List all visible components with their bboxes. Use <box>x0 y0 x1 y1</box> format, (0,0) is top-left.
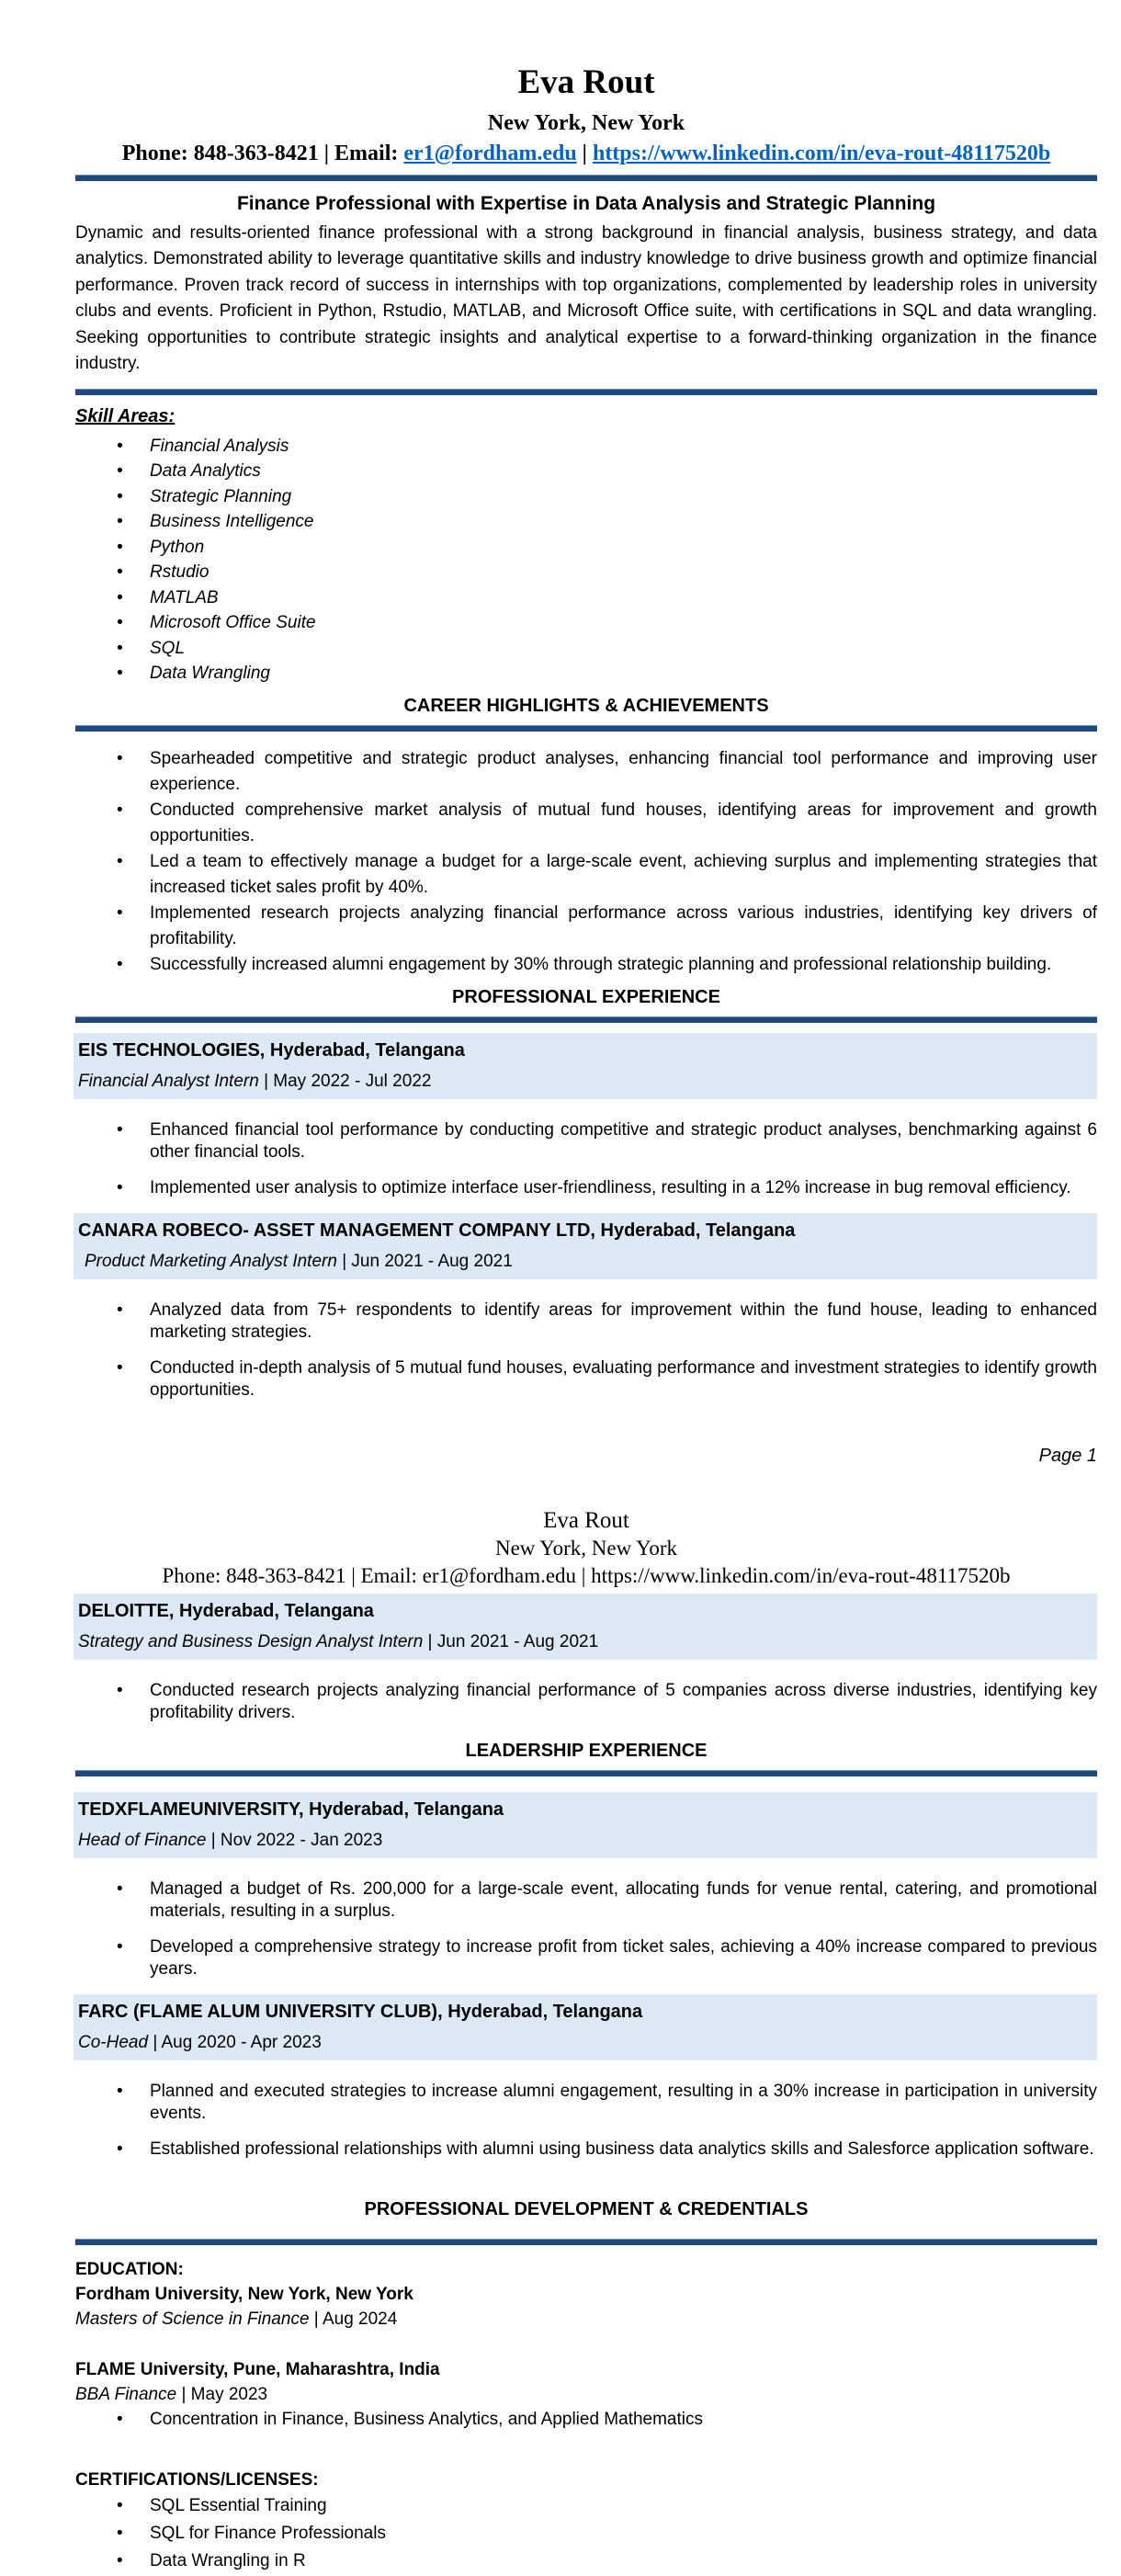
job-bullet-list <box>75 1878 1097 1980</box>
job-bullet-list <box>75 2081 1097 2161</box>
skill-item: • MATLAB <box>75 585 1097 611</box>
education-bullet-list <box>75 2407 1097 2433</box>
divider-rule-skills <box>75 389 1097 395</box>
resume-content <box>75 64 1097 2575</box>
education-school: FLAME University, Pune, Maharashtra, India <box>75 2359 440 2379</box>
section-heading-professional-experience: PROFESSIONAL EXPERIENCE <box>452 986 720 1007</box>
skill-item: • Microsoft Office Suite <box>75 610 1097 636</box>
divider-rule-leadership <box>75 1770 1097 1776</box>
job-title-line <box>78 1631 1092 1653</box>
education-bullet: • Concentration in Finance, Business Analytics, and Applied Mathematics <box>75 2407 1097 2433</box>
contact-separator: | <box>576 141 593 165</box>
divider-rule-development <box>75 2239 1097 2245</box>
job-bullet: • Analyzed data from 75+ respondents to identify areas for improvement within the fund house, leading to enhanced marketing strategies. <box>75 1299 1097 1344</box>
certification-item: • SQL Essential Training <box>75 2492 1097 2520</box>
job-title-line <box>78 1071 1092 1093</box>
job-bullet: • Managed a budget of Rs. 200,000 for a large-scale event, allocating funds for venue rental, catering, and promotional materials, resulting in a surplus. <box>75 1878 1097 1923</box>
linkedin-link[interactable]: https://www.linkedin.com/in/eva-rout-48117520b <box>592 141 1051 165</box>
job-bullet: • Conducted research projects analyzing financial performance of 5 companies across diverse industries, identifying key profitability drivers. <box>75 1680 1097 1724</box>
highlight-item: • Spearheaded competitive and strategic product analyses, enhancing financial tool performance and improving user experience. <box>75 746 1097 798</box>
certification-item: • Data Wrangling in R <box>75 2548 1097 2575</box>
skill-item: • Data Analytics <box>75 459 1097 484</box>
job-bullet: • Developed a comprehensive strategy to increase profit from ticket sales, achieving a 40% increase compared to previous years. <box>75 1936 1097 1980</box>
job-header-eis <box>74 1033 1097 1099</box>
education-block <box>75 2257 1097 2575</box>
section-heading-career-highlights: CAREER HIGHLIGHTS & ACHIEVEMENTS <box>403 695 769 716</box>
job-title: Strategy and Business Design Analyst Intern <box>78 1631 424 1651</box>
skill-item: • Business Intelligence <box>75 509 1097 535</box>
highlight-item: • Conducted comprehensive market analysis of mutual fund houses, identifying areas for improvement and growth opportunities. <box>75 798 1097 849</box>
education-degree-line <box>75 2382 1097 2407</box>
education-label: EDUCATION: <box>75 2259 184 2279</box>
job-bullet-list <box>75 1680 1097 1724</box>
certifications-label: CERTIFICATIONS/LICENSES: <box>75 2469 319 2490</box>
skill-item: • SQL <box>75 636 1097 662</box>
divider-rule-career-highlights <box>75 725 1097 732</box>
job-dates: | Nov 2022 - Jan 2023 <box>206 1830 383 1850</box>
job-header-deloitte <box>74 1594 1097 1660</box>
contact-prefix: Phone: 848-363-8421 | Email: <box>121 141 404 165</box>
highlight-item: • Successfully increased alumni engagement by 30% through strategic planning and professional relationship building. <box>75 952 1097 978</box>
job-title: Financial Analyst Intern <box>78 1071 259 1091</box>
skill-item: • Rstudio <box>75 560 1097 585</box>
job-bullet-list <box>75 1119 1097 1199</box>
skill-item: • Python <box>75 535 1097 561</box>
section-heading-development: PROFESSIONAL DEVELOPMENT & CREDENTIALS <box>364 2198 809 2219</box>
spacer <box>75 2332 1097 2357</box>
job-title: Head of Finance <box>78 1830 207 1850</box>
resume-headline: Finance Professional with Expertise in Data Analysis and Strategic Planning <box>236 192 936 214</box>
job-company: DELOITTE, Hyderabad, Telangana <box>78 1600 374 1621</box>
candidate-name: Eva Rout <box>517 63 655 101</box>
job-header-tedx <box>74 1792 1097 1858</box>
skills-list <box>75 434 1097 687</box>
education-degree: Masters of Science in Finance <box>75 2309 310 2329</box>
divider-rule-professional-experience <box>75 1016 1097 1023</box>
page-number: Page 1 <box>1038 1445 1097 1466</box>
summary-paragraph: Dynamic and results-oriented finance professional with a strong background in financial analysis, business strategy, and data analytics. Demonstrated ability to leverage quantitative skills and industry knowledge to drive business growth and optimize financial performance. Proven track record of success in internships with top organizations, complemented by leadership roles in university clubs and events. Proficient in Python, Rstudio, MATLAB, and Microsoft Office suite, with certifications in SQL and data wrangling. Seeking opportunities to contribute strategic insights and analytical expertise to a forward-thinking organization in the finance industry. <box>75 222 1097 374</box>
education-dates: | May 2023 <box>176 2384 268 2404</box>
highlight-item: • Implemented research projects analyzing financial performance across various industries, identifying key drivers of profitability. <box>75 901 1097 952</box>
certification-item: • SQL for Finance Professionals <box>75 2520 1097 2548</box>
job-header-farc <box>74 1994 1097 2060</box>
job-title-line <box>78 1251 1092 1273</box>
job-dates: | Aug 2020 - Apr 2023 <box>148 2032 322 2052</box>
skill-item: • Financial Analysis <box>75 434 1097 460</box>
job-bullet: • Planned and executed strategies to increase alumni engagement, resulting in a 30% increase in participation in university events. <box>75 2081 1097 2125</box>
job-bullet: • Established professional relationships with alumni using business data analytics skills and Salesforce application software. <box>75 2139 1097 2161</box>
job-title-line <box>78 1830 1092 1852</box>
job-bullet: • Conducted in-depth analysis of 5 mutual fund houses, evaluating performance and investment strategies to identify growth opportunities. <box>75 1357 1097 1401</box>
skills-heading: Skill Areas: <box>75 405 176 426</box>
job-dates: | May 2022 - Jul 2022 <box>258 1071 432 1091</box>
education-dates: | Aug 2024 <box>309 2309 398 2329</box>
section-heading-leadership: LEADERSHIP EXPERIENCE <box>465 1740 708 1761</box>
job-company: CANARA ROBECO- ASSET MANAGEMENT COMPANY LTD, Hyderabad, Telangana <box>78 1220 796 1241</box>
highlight-item: • Led a team to effectively manage a budget for a large-scale event, achieving surplus and implementing strategies that increased ticket sales profit by 40%. <box>75 849 1097 901</box>
certifications-list <box>75 2492 1097 2575</box>
education-degree: BBA Finance <box>75 2384 177 2404</box>
job-company: EIS TECHNOLOGIES, Hyderabad, Telangana <box>78 1039 465 1061</box>
candidate-location: New York, New York <box>487 110 685 135</box>
contact-line <box>75 142 1097 166</box>
job-title: Product Marketing Analyst Intern <box>85 1251 337 1271</box>
job-title: Co-Head <box>78 2032 149 2052</box>
email-link[interactable]: er1@fordham.edu <box>403 141 577 165</box>
education-school: Fordham University, New York, New York <box>75 2284 413 2304</box>
career-highlights-list <box>75 746 1097 978</box>
skill-item: • Strategic Planning <box>75 484 1097 510</box>
candidate-location-page2: New York, New York <box>494 1536 678 1560</box>
candidate-name-page2: Eva Rout <box>543 1507 629 1533</box>
job-bullet: • Enhanced financial tool performance by conducting competitive and strategic product analyses, benchmarking against 6 other financial tools. <box>75 1119 1097 1163</box>
job-header-canara <box>74 1213 1097 1279</box>
contact-line-page2: Phone: 848-363-8421 | Email: er1@fordham.edu | https://www.linkedin.com/in/eva-rout-48117520b <box>162 1563 1011 1587</box>
divider-rule-header <box>75 175 1097 181</box>
job-bullet: • Implemented user analysis to optimize interface user-friendliness, resulting in a 12% increase in bug removal efficiency. <box>75 1177 1097 1199</box>
job-bullet-list <box>75 1299 1097 1401</box>
spacer <box>75 2433 1097 2468</box>
job-dates: | Jun 2021 - Aug 2021 <box>336 1251 513 1271</box>
education-degree-line <box>75 2307 1097 2332</box>
skill-item: • Data Wrangling <box>75 661 1097 687</box>
job-company: TEDXFLAMEUNIVERSITY, Hyderabad, Telangana <box>78 1799 504 1820</box>
job-title-line <box>78 2032 1092 2054</box>
job-dates: | Jun 2021 - Aug 2021 <box>423 1631 599 1651</box>
job-company: FARC (FLAME ALUM UNIVERSITY CLUB), Hyderabad, Telangana <box>78 2001 643 2022</box>
